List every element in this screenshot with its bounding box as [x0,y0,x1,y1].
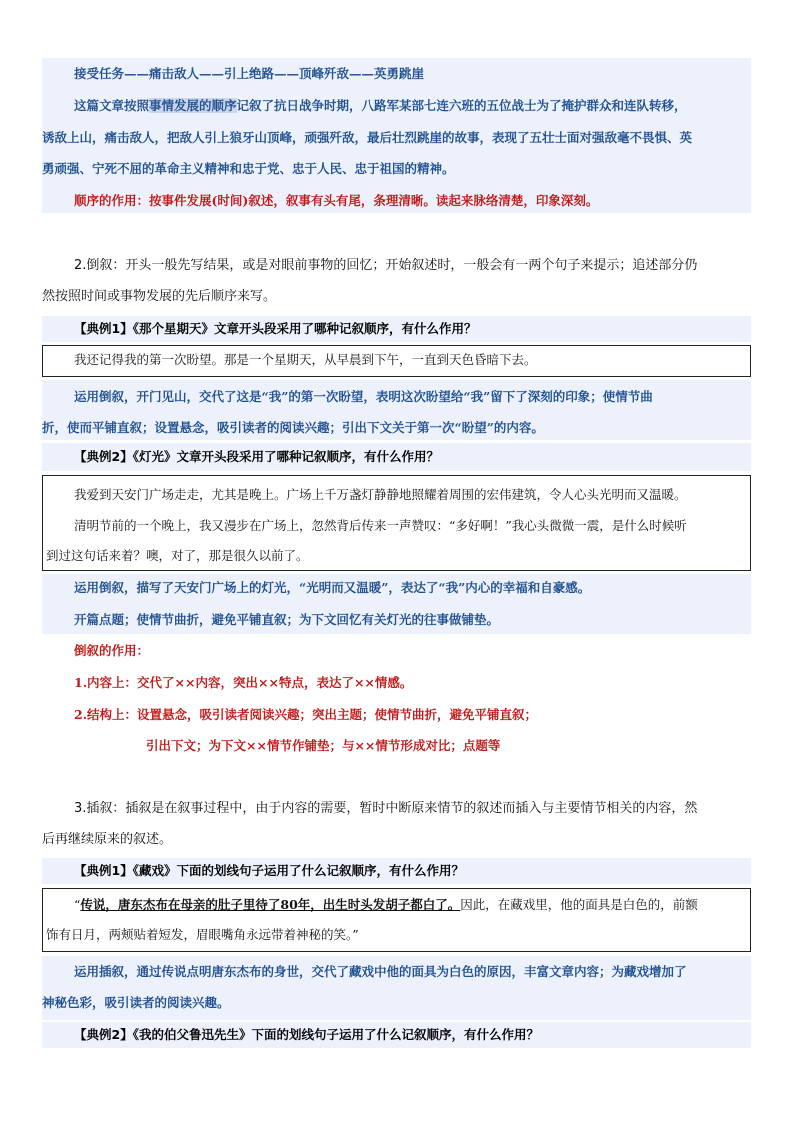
flashback-effect-1: 1.内容上：交代了××内容，突出××特点，表达了××情感。 [74,675,413,690]
example-4-title: 【典例2】《我的伯父鲁迅先生》下面的划线句子运用了什么记叙顺序，有什么作用？ [74,1027,539,1042]
explanation-line-2: 诱敌上山，痛击敌人，把敌人引上狼牙山顶峰，顽强歼敌，最后壮烈跳崖的故事，表现了五壮士面对强敌毫不畏惧、英 [42,130,693,145]
example-2-quote-1: 我爱到天安门广场走走，尤其是晚上。广场上千万盏灯静静地照耀着周围的宏伟建筑，令人心头光明而又温暖。 [74,487,687,502]
example-1-answer-1: 运用倒叙，开门见山，交代了这是“我”的第一次盼望，表明这次盼望给“我”留下了深刻的印象；使情节曲 [74,389,653,404]
example-2-quote-2: 清明节前的一个晚上，我又漫步在广场上，忽然背后传来一声赞叹：“多好啊！”我心头微微一震，是什么时候听 [74,518,687,533]
example-3-title: 【典例1】《藏戏》下面的划线句子运用了什么记叙顺序，有什么作用？ [74,863,464,878]
example-1-quote: 我还记得我的第一次盼望。那是一个星期天，从早晨到下午，一直到天色昏暗下去。 [74,352,537,367]
example-1-title: 【典例1】《那个星期天》文章开头段采用了哪种记叙顺序，有什么作用？ [74,321,477,336]
underlined-sentence: 传说，唐东杰布在母亲的肚子里待了80年，出生时头发胡子都白了。 [80,897,461,912]
flashback-definition-2: 然按照时间或事物发展的先后顺序来写。 [42,289,277,304]
flashback-effect-title: 倒叙的作用： [74,643,150,658]
explanation-line-3: 勇顽强、宁死不屈的革命主义精神和忠于党、忠于人民、忠于祖国的精神。 [42,161,455,176]
example-1-answer-2: 折，使而平铺直叙；设置悬念，吸引读者的阅读兴趣；引出下文关于第一次“盼望”的内容。 [42,420,544,435]
example-2-title: 【典例2】《灯光》文章开头段采用了哪种记叙顺序，有什么作用？ [74,449,439,464]
example-3-answer-1: 运用插叙，通过传说点明唐东杰布的身世，交代了藏戏中他的面具为白色的原因，丰富文章内容；为藏戏增加了 [74,964,687,979]
insertion-definition-1: 3.插叙：插叙是在叙事过程中，由于内容的需要，暂时中断原来情节的叙述而插入与主要情节相关的内容，然 [74,801,698,816]
explanation-line-1: 这篇文章按照事情发展的顺序记叙了抗日战争时期，八路军某部七连六班的五位战士为了掩护群众和连队转移， [74,98,687,113]
order-effect: 顺序的作用：按事件发展(时间)叙述，叙事有头有尾，条理清晰。读起来脉络清楚，印象深刻。 [74,193,599,208]
flashback-definition-1: 2.倒叙：开头一般先写结果，或是对眼前事物的回忆；开始叙述时，一般会有一两个句子来提示；追述部分仍 [74,258,698,273]
flashback-effect-3: 引出下文；为下文××情节作铺垫；与××情节形成对比；点题等 [146,738,501,753]
example-3-quote-2: 饰有日月，两颊贴着短发，眉眼嘴角永远带着神秘的笑。” [46,927,359,942]
example-3-quote-1: “传说，唐东杰布在母亲的肚子里待了80年，出生时头发胡子都白了。因此，在藏戏里，他的面具是白色的，前额 [74,897,698,912]
example-2-quote-3: 到过这句话来着？噢，对了，那是很久以前了。 [46,548,309,563]
example-2-answer-1: 运用倒叙，描写了天安门广场上的灯光，“光明而又温暖”，表达了“我”内心的幸福和自豪感。 [74,580,591,595]
flashback-effect-2: 2.结构上：设置悬念，吸引读者阅读兴趣；突出主题；使情节曲折，避免平铺直叙； [74,707,538,722]
highlight-phrase: 事情发展的顺序 [149,98,237,113]
task-sequence: 接受任务——痛击敌人——引上绝路——顶峰歼敌——英勇跳崖 [74,66,425,81]
example-2-answer-2: 开篇点题；使情节曲折，避免平铺直叙；为下文回忆有关灯光的往事做铺垫。 [74,612,500,627]
insertion-definition-2: 后再继续原来的叙述。 [42,832,173,847]
example-3-answer-2: 神秘色彩，吸引读者的阅读兴趣。 [42,995,230,1010]
